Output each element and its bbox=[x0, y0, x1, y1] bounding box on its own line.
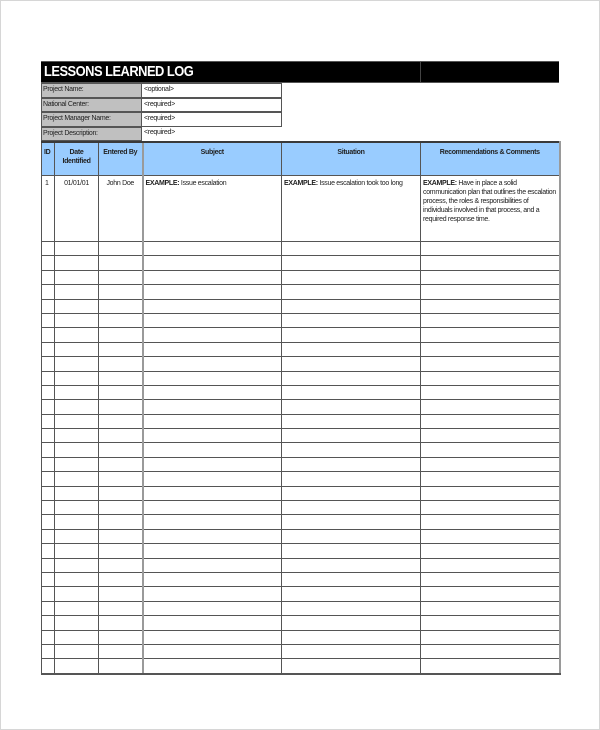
cell-date[interactable] bbox=[55, 414, 99, 428]
cell-date[interactable] bbox=[55, 299, 99, 313]
cell-date[interactable] bbox=[55, 472, 99, 486]
cell-recommendations[interactable] bbox=[421, 270, 560, 284]
cell-id[interactable] bbox=[42, 443, 55, 457]
cell-entered-by[interactable] bbox=[99, 342, 143, 356]
table-row bbox=[42, 256, 560, 270]
page-title: LESSONS LEARNED LOG bbox=[44, 63, 194, 80]
cell-recommendations[interactable] bbox=[421, 486, 560, 500]
table-row bbox=[42, 616, 560, 630]
cell-subject[interactable] bbox=[143, 457, 282, 471]
cell-date[interactable] bbox=[55, 630, 99, 644]
cell-entered-by[interactable] bbox=[99, 270, 143, 284]
cell-recommendations[interactable] bbox=[421, 544, 560, 558]
cell-entered-by[interactable] bbox=[99, 501, 143, 515]
table-row bbox=[42, 529, 560, 543]
cell-recommendations[interactable] bbox=[421, 457, 560, 471]
cell-id[interactable] bbox=[42, 572, 55, 586]
cell-recommendations[interactable] bbox=[421, 400, 560, 414]
situation-text: Issue escalation took too long bbox=[317, 180, 403, 187]
cell-subject[interactable] bbox=[143, 299, 282, 313]
cell-subject[interactable] bbox=[143, 285, 282, 299]
cell-subject[interactable] bbox=[143, 328, 282, 342]
cell-recommendations[interactable] bbox=[421, 529, 560, 543]
cell-date[interactable] bbox=[55, 457, 99, 471]
cell-situation[interactable] bbox=[282, 630, 421, 644]
cell-entered-by[interactable] bbox=[99, 572, 143, 586]
cell-recommendations[interactable] bbox=[421, 176, 560, 242]
cell-date[interactable] bbox=[55, 616, 99, 630]
table-row bbox=[42, 472, 560, 486]
cell-date[interactable]: 01/01/01 bbox=[55, 176, 99, 242]
cell-date[interactable] bbox=[55, 572, 99, 586]
cell-situation[interactable] bbox=[282, 385, 421, 399]
cell-date[interactable] bbox=[55, 644, 99, 658]
cell-entered-by[interactable] bbox=[99, 472, 143, 486]
table-row bbox=[42, 644, 560, 658]
cell-recommendations[interactable] bbox=[421, 242, 560, 256]
cell-situation[interactable] bbox=[282, 371, 421, 385]
title-bar bbox=[41, 61, 559, 83]
cell-recommendations[interactable] bbox=[421, 587, 560, 601]
cell-id[interactable] bbox=[42, 400, 55, 414]
cell-id[interactable] bbox=[42, 472, 55, 486]
cell-id[interactable] bbox=[42, 270, 55, 284]
cell-recommendations[interactable] bbox=[421, 385, 560, 399]
cell-entered-by[interactable] bbox=[99, 544, 143, 558]
cell-id[interactable] bbox=[42, 630, 55, 644]
cell-entered-by[interactable] bbox=[99, 457, 143, 471]
cell-id[interactable] bbox=[42, 299, 55, 313]
cell-id[interactable]: 1 bbox=[42, 176, 55, 242]
cell-subject[interactable] bbox=[143, 342, 282, 356]
cell-date[interactable] bbox=[55, 357, 99, 371]
cell-entered-by[interactable] bbox=[99, 242, 143, 256]
header-id: ID bbox=[42, 142, 55, 176]
cell-recommendations[interactable] bbox=[421, 256, 560, 270]
table-row bbox=[42, 572, 560, 586]
cell-date[interactable] bbox=[55, 529, 99, 543]
cell-subject[interactable] bbox=[143, 659, 282, 674]
cell-date[interactable] bbox=[55, 429, 99, 443]
cell-subject[interactable] bbox=[143, 558, 282, 572]
cell-id[interactable] bbox=[42, 558, 55, 572]
national-center-label: National Center: bbox=[41, 98, 142, 113]
project-name-field[interactable]: <optional> bbox=[142, 83, 282, 98]
cell-recommendations[interactable] bbox=[421, 371, 560, 385]
cell-id[interactable] bbox=[42, 587, 55, 601]
cell-id[interactable] bbox=[42, 371, 55, 385]
cell-entered-by[interactable] bbox=[99, 385, 143, 399]
cell-date[interactable] bbox=[55, 501, 99, 515]
cell-subject[interactable] bbox=[143, 371, 282, 385]
cell-situation[interactable] bbox=[282, 501, 421, 515]
cell-situation[interactable] bbox=[282, 242, 421, 256]
table-row bbox=[42, 515, 560, 529]
table-row bbox=[42, 630, 560, 644]
cell-subject[interactable] bbox=[143, 472, 282, 486]
cell-entered-by[interactable] bbox=[99, 414, 143, 428]
cell-entered-by[interactable] bbox=[99, 400, 143, 414]
header-recommendations: Recommendations & Comments bbox=[421, 142, 560, 176]
cell-recommendations[interactable] bbox=[421, 630, 560, 644]
cell-id[interactable] bbox=[42, 429, 55, 443]
cell-recommendations[interactable] bbox=[421, 558, 560, 572]
cell-situation[interactable] bbox=[282, 299, 421, 313]
cell-recommendations[interactable] bbox=[421, 429, 560, 443]
cell-recommendations[interactable] bbox=[421, 414, 560, 428]
cell-subject[interactable] bbox=[143, 400, 282, 414]
cell-id[interactable] bbox=[42, 616, 55, 630]
cell-subject[interactable] bbox=[143, 644, 282, 658]
cell-entered-by[interactable] bbox=[99, 558, 143, 572]
cell-id[interactable] bbox=[42, 385, 55, 399]
cell-subject[interactable] bbox=[143, 313, 282, 327]
table-row bbox=[42, 544, 560, 558]
cell-date[interactable] bbox=[55, 342, 99, 356]
table-row bbox=[42, 414, 560, 428]
cell-situation[interactable] bbox=[282, 357, 421, 371]
cell-recommendations[interactable] bbox=[421, 644, 560, 658]
cell-date[interactable] bbox=[55, 659, 99, 674]
cell-entered-by[interactable] bbox=[99, 357, 143, 371]
cell-id[interactable] bbox=[42, 659, 55, 674]
cell-id[interactable] bbox=[42, 457, 55, 471]
cell-id[interactable] bbox=[42, 342, 55, 356]
cell-subject[interactable] bbox=[143, 544, 282, 558]
cell-subject[interactable] bbox=[143, 270, 282, 284]
cell-date[interactable] bbox=[55, 285, 99, 299]
cell-id[interactable] bbox=[42, 515, 55, 529]
cell-subject[interactable] bbox=[143, 176, 282, 242]
cell-date[interactable] bbox=[55, 587, 99, 601]
cell-situation[interactable] bbox=[282, 601, 421, 615]
cell-subject[interactable] bbox=[143, 385, 282, 399]
cell-subject[interactable] bbox=[143, 630, 282, 644]
cell-situation[interactable] bbox=[282, 256, 421, 270]
cell-entered-by[interactable] bbox=[99, 630, 143, 644]
cell-subject[interactable] bbox=[143, 429, 282, 443]
title-divider bbox=[420, 62, 421, 82]
cell-id[interactable] bbox=[42, 285, 55, 299]
table-row bbox=[42, 400, 560, 414]
cell-situation[interactable] bbox=[282, 429, 421, 443]
cell-subject[interactable] bbox=[143, 443, 282, 457]
cell-situation[interactable] bbox=[282, 572, 421, 586]
recommendations-text: Have in place a solid communication plan that outlines the escalation process, the roles & responsibilities of individuals involved in that process, and a required response time. bbox=[423, 180, 556, 223]
cell-situation[interactable] bbox=[282, 400, 421, 414]
cell-entered-by[interactable]: John Doe bbox=[99, 176, 143, 242]
cell-date[interactable] bbox=[55, 400, 99, 414]
cell-date[interactable] bbox=[55, 601, 99, 615]
table-row bbox=[42, 371, 560, 385]
table-row bbox=[42, 270, 560, 284]
cell-subject[interactable] bbox=[143, 572, 282, 586]
table-row bbox=[42, 501, 560, 515]
cell-subject[interactable] bbox=[143, 357, 282, 371]
cell-subject[interactable] bbox=[143, 515, 282, 529]
cell-id[interactable] bbox=[42, 601, 55, 615]
cell-entered-by[interactable] bbox=[99, 644, 143, 658]
cell-id[interactable] bbox=[42, 501, 55, 515]
cell-date[interactable] bbox=[55, 486, 99, 500]
cell-entered-by[interactable] bbox=[99, 299, 143, 313]
header-situation: Situation bbox=[282, 142, 421, 176]
cell-situation[interactable] bbox=[282, 616, 421, 630]
table-row bbox=[42, 659, 560, 674]
cell-recommendations[interactable] bbox=[421, 285, 560, 299]
table-row bbox=[42, 429, 560, 443]
cell-date[interactable] bbox=[55, 270, 99, 284]
header-subject: Subject bbox=[143, 142, 282, 176]
cell-id[interactable] bbox=[42, 313, 55, 327]
header-entered-by: Entered By bbox=[99, 142, 143, 176]
cell-date[interactable] bbox=[55, 371, 99, 385]
table-row bbox=[42, 242, 560, 256]
cell-subject[interactable] bbox=[143, 501, 282, 515]
cell-id[interactable] bbox=[42, 529, 55, 543]
cell-entered-by[interactable] bbox=[99, 486, 143, 500]
cell-situation[interactable] bbox=[282, 328, 421, 342]
cell-entered-by[interactable] bbox=[99, 429, 143, 443]
table-row bbox=[42, 285, 560, 299]
cell-id[interactable] bbox=[42, 644, 55, 658]
cell-recommendations[interactable] bbox=[421, 601, 560, 615]
cell-subject[interactable] bbox=[143, 616, 282, 630]
table-row bbox=[42, 587, 560, 601]
cell-id[interactable] bbox=[42, 357, 55, 371]
cell-entered-by[interactable] bbox=[99, 587, 143, 601]
cell-situation[interactable] bbox=[282, 176, 421, 242]
national-center-field[interactable]: <required> bbox=[142, 98, 282, 113]
cell-subject[interactable] bbox=[143, 414, 282, 428]
table-row bbox=[42, 328, 560, 342]
cell-entered-by[interactable] bbox=[99, 256, 143, 270]
example-label: EXAMPLE: bbox=[423, 180, 457, 187]
cell-entered-by[interactable] bbox=[99, 371, 143, 385]
cell-situation[interactable] bbox=[282, 515, 421, 529]
cell-situation[interactable] bbox=[282, 443, 421, 457]
cell-recommendations[interactable] bbox=[421, 659, 560, 674]
cell-recommendations[interactable] bbox=[421, 472, 560, 486]
table-row bbox=[42, 342, 560, 356]
project-manager-field[interactable]: <required> bbox=[142, 112, 282, 127]
cell-entered-by[interactable] bbox=[99, 443, 143, 457]
cell-situation[interactable] bbox=[282, 529, 421, 543]
project-name-label: Project Name: bbox=[41, 83, 142, 98]
table-row bbox=[42, 443, 560, 457]
project-description-field[interactable]: <required> bbox=[142, 127, 559, 142]
table-row bbox=[42, 313, 560, 327]
cell-situation[interactable] bbox=[282, 457, 421, 471]
cell-subject[interactable] bbox=[143, 486, 282, 500]
cell-date[interactable] bbox=[55, 515, 99, 529]
cell-subject[interactable] bbox=[143, 529, 282, 543]
cell-situation[interactable] bbox=[282, 313, 421, 327]
cell-date[interactable] bbox=[55, 443, 99, 457]
cell-situation[interactable] bbox=[282, 587, 421, 601]
table-row bbox=[42, 357, 560, 371]
table-row bbox=[42, 601, 560, 615]
cell-recommendations[interactable] bbox=[421, 299, 560, 313]
cell-recommendations[interactable] bbox=[421, 328, 560, 342]
table-row-example bbox=[42, 176, 560, 242]
table-row bbox=[42, 558, 560, 572]
table-row bbox=[42, 457, 560, 471]
cell-id[interactable] bbox=[42, 486, 55, 500]
cell-entered-by[interactable] bbox=[99, 529, 143, 543]
cell-id[interactable] bbox=[42, 256, 55, 270]
cell-situation[interactable] bbox=[282, 285, 421, 299]
cell-recommendations[interactable] bbox=[421, 572, 560, 586]
cell-date[interactable] bbox=[55, 242, 99, 256]
cell-id[interactable] bbox=[42, 328, 55, 342]
example-label: EXAMPLE: bbox=[145, 180, 180, 187]
cell-recommendations[interactable] bbox=[421, 313, 560, 327]
cell-situation[interactable] bbox=[282, 472, 421, 486]
table-row bbox=[42, 385, 560, 399]
cell-situation[interactable] bbox=[282, 342, 421, 356]
cell-entered-by[interactable] bbox=[99, 515, 143, 529]
table-header-row bbox=[42, 142, 560, 176]
cell-entered-by[interactable] bbox=[99, 601, 143, 615]
cell-recommendations[interactable] bbox=[421, 443, 560, 457]
table-row bbox=[42, 486, 560, 500]
project-manager-label: Project Manager Name: bbox=[41, 112, 142, 127]
example-label: EXAMPLE: bbox=[284, 180, 318, 187]
cell-situation[interactable] bbox=[282, 414, 421, 428]
cell-recommendations[interactable] bbox=[421, 515, 560, 529]
cell-recommendations[interactable] bbox=[421, 357, 560, 371]
cell-subject[interactable] bbox=[143, 587, 282, 601]
project-description-label: Project Description: bbox=[41, 127, 142, 142]
cell-situation[interactable] bbox=[282, 644, 421, 658]
cell-subject[interactable] bbox=[143, 242, 282, 256]
lessons-log-table bbox=[41, 141, 561, 675]
cell-recommendations[interactable] bbox=[421, 501, 560, 515]
cell-date[interactable] bbox=[55, 328, 99, 342]
cell-recommendations[interactable] bbox=[421, 616, 560, 630]
cell-subject[interactable] bbox=[143, 601, 282, 615]
cell-id[interactable] bbox=[42, 544, 55, 558]
cell-subject[interactable] bbox=[143, 256, 282, 270]
cell-id[interactable] bbox=[42, 242, 55, 256]
cell-situation[interactable] bbox=[282, 486, 421, 500]
cell-entered-by[interactable] bbox=[99, 285, 143, 299]
cell-id[interactable] bbox=[42, 414, 55, 428]
cell-date[interactable] bbox=[55, 385, 99, 399]
cell-entered-by[interactable] bbox=[99, 616, 143, 630]
cell-date[interactable] bbox=[55, 558, 99, 572]
cell-entered-by[interactable] bbox=[99, 313, 143, 327]
cell-situation[interactable] bbox=[282, 659, 421, 674]
cell-entered-by[interactable] bbox=[99, 328, 143, 342]
cell-date[interactable] bbox=[55, 256, 99, 270]
table-row bbox=[42, 299, 560, 313]
cell-situation[interactable] bbox=[282, 558, 421, 572]
cell-date[interactable] bbox=[55, 313, 99, 327]
cell-situation[interactable] bbox=[282, 544, 421, 558]
cell-situation[interactable] bbox=[282, 270, 421, 284]
cell-entered-by[interactable] bbox=[99, 659, 143, 674]
cell-recommendations[interactable] bbox=[421, 342, 560, 356]
cell-date[interactable] bbox=[55, 544, 99, 558]
subject-text: Issue escalation bbox=[179, 180, 227, 187]
header-date-identified: Date Identified bbox=[55, 142, 99, 176]
